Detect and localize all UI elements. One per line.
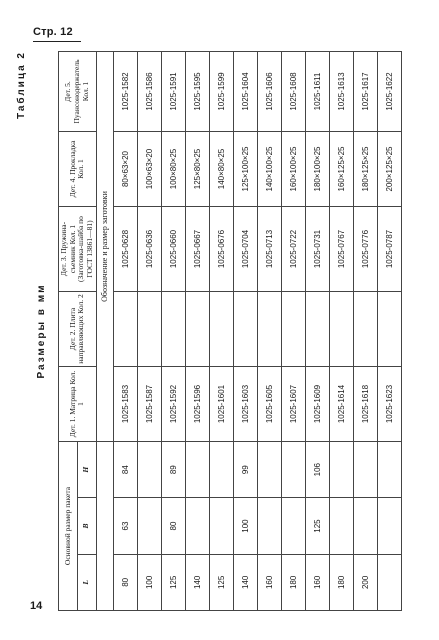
cell-det5: 1025-1611 bbox=[305, 52, 329, 132]
table-row bbox=[377, 52, 401, 611]
cell-det5: 1025-1582 bbox=[113, 52, 137, 132]
cell-det3: 1025-0628 bbox=[113, 207, 137, 292]
cell-b bbox=[329, 498, 353, 554]
cell-b: 100 bbox=[233, 498, 257, 554]
table-label: Таблица 2 bbox=[16, 51, 27, 120]
cell-det2 bbox=[305, 292, 329, 367]
cell-h bbox=[257, 442, 281, 498]
cell-det4: 140×80×25 bbox=[209, 132, 233, 207]
cell-b: 80 bbox=[161, 498, 185, 554]
cell-det2 bbox=[185, 292, 209, 367]
cell-det2 bbox=[233, 292, 257, 367]
table-row bbox=[233, 52, 257, 611]
cell-det5: 1025-1591 bbox=[161, 52, 185, 132]
cell-h bbox=[185, 442, 209, 498]
cell-l: 80 bbox=[113, 554, 137, 610]
col-det3: Дет. 3. Пружина-съемник Кол. 1 (Заготовка-шайба по ГОСТ 13861—81) bbox=[59, 207, 97, 292]
table-row bbox=[281, 52, 305, 611]
cell-det5: 1025-1613 bbox=[329, 52, 353, 132]
cell-h bbox=[329, 442, 353, 498]
cell-h bbox=[281, 442, 305, 498]
col-h: H bbox=[77, 442, 96, 498]
cell-b bbox=[377, 498, 401, 554]
cell-det3: 1025-0660 bbox=[161, 207, 185, 292]
table-title: Размеры в мм bbox=[36, 283, 47, 379]
cell-det5: 1025-1608 bbox=[281, 52, 305, 132]
cell-h: 89 bbox=[161, 442, 185, 498]
cell-det2 bbox=[257, 292, 281, 367]
table-row bbox=[209, 52, 233, 611]
cell-det1: 1025-1623 bbox=[377, 367, 401, 442]
cell-det1: 1025-1614 bbox=[329, 367, 353, 442]
cell-det3: 1025-0776 bbox=[353, 207, 377, 292]
cell-l: 160 bbox=[305, 554, 329, 610]
cell-h bbox=[209, 442, 233, 498]
cell-det3: 1025-0676 bbox=[209, 207, 233, 292]
cell-det3: 1025-0704 bbox=[233, 207, 257, 292]
cell-det4: 125×80×25 bbox=[185, 132, 209, 207]
cell-l: 140 bbox=[233, 554, 257, 610]
cell-det4: 160×100×25 bbox=[281, 132, 305, 207]
cell-det5: 1025-1599 bbox=[209, 52, 233, 132]
cell-b bbox=[137, 498, 161, 554]
cell-det2 bbox=[137, 292, 161, 367]
cell-det4: 80×63×20 bbox=[113, 132, 137, 207]
cell-b bbox=[185, 498, 209, 554]
page-header bbox=[33, 26, 73, 38]
cell-det1: 1025-1587 bbox=[137, 367, 161, 442]
cell-det1: 1025-1601 bbox=[209, 367, 233, 442]
cell-det4: 200×125×25 bbox=[377, 132, 401, 207]
cell-h bbox=[137, 442, 161, 498]
cell-det5: 1025-1586 bbox=[137, 52, 161, 132]
col-det4: Дет. 4. Прокладка Кол. 1 bbox=[59, 132, 97, 207]
table-row bbox=[257, 52, 281, 611]
cell-det1: 1025-1603 bbox=[233, 367, 257, 442]
cell-b bbox=[257, 498, 281, 554]
cell-det1: 1025-1618 bbox=[353, 367, 377, 442]
table-row bbox=[185, 52, 209, 611]
cell-det2 bbox=[281, 292, 305, 367]
cell-b: 63 bbox=[113, 498, 137, 554]
cell-det3: 1025-0667 bbox=[185, 207, 209, 292]
cell-h bbox=[353, 442, 377, 498]
cell-l: 180 bbox=[329, 554, 353, 610]
cell-det4: 140×100×25 bbox=[257, 132, 281, 207]
cell-det4: 180×100×25 bbox=[305, 132, 329, 207]
cell-det3: 1025-0713 bbox=[257, 207, 281, 292]
cell-det3: 1025-0731 bbox=[305, 207, 329, 292]
cell-det3: 1025-0722 bbox=[281, 207, 305, 292]
table-row bbox=[161, 52, 185, 611]
cell-det1: 1025-1605 bbox=[257, 367, 281, 442]
cell-det2 bbox=[329, 292, 353, 367]
cell-det4: 160×125×25 bbox=[329, 132, 353, 207]
cell-det4: 125×100×25 bbox=[233, 132, 257, 207]
cell-det5: 1025-1617 bbox=[353, 52, 377, 132]
subheader-blank bbox=[96, 442, 113, 611]
cell-l: 125 bbox=[209, 554, 233, 610]
col-det1: Дет. 1. Матрица Кол. 1 bbox=[59, 367, 97, 442]
rotated-table-area bbox=[14, 51, 434, 611]
col-det5: Дет. 5. Пуансонодержатель Кол. 1 bbox=[59, 52, 97, 132]
header-underline bbox=[33, 41, 81, 42]
dimensions-table bbox=[58, 51, 402, 611]
cell-l bbox=[377, 554, 401, 610]
cell-b bbox=[281, 498, 305, 554]
cell-det1: 1025-1607 bbox=[281, 367, 305, 442]
cell-det1: 1025-1592 bbox=[161, 367, 185, 442]
table-row bbox=[353, 52, 377, 611]
cell-h: 106 bbox=[305, 442, 329, 498]
cell-det4: 100×63×20 bbox=[137, 132, 161, 207]
cell-det1: 1025-1583 bbox=[113, 367, 137, 442]
page-number: 14 bbox=[30, 600, 43, 612]
table-row bbox=[137, 52, 161, 611]
cell-det4: 180×125×25 bbox=[353, 132, 377, 207]
cell-l: 140 bbox=[185, 554, 209, 610]
cell-det2 bbox=[209, 292, 233, 367]
cell-det2 bbox=[161, 292, 185, 367]
page-header-text: Стр. 12 bbox=[33, 26, 73, 38]
cell-det2 bbox=[377, 292, 401, 367]
subheader: Обозначение и размер заготовки bbox=[96, 52, 113, 442]
cell-det3: 1025-0636 bbox=[137, 207, 161, 292]
cell-det5: 1025-1595 bbox=[185, 52, 209, 132]
table-row bbox=[329, 52, 353, 611]
cell-l: 180 bbox=[281, 554, 305, 610]
cell-det5: 1025-1606 bbox=[257, 52, 281, 132]
col-l: L bbox=[77, 554, 96, 610]
cell-b: 125 bbox=[305, 498, 329, 554]
col-main-size: Основной размер пакета bbox=[59, 442, 78, 611]
cell-det3: 1025-0767 bbox=[329, 207, 353, 292]
cell-h: 99 bbox=[233, 442, 257, 498]
cell-l: 100 bbox=[137, 554, 161, 610]
cell-det5: 1025-1622 bbox=[377, 52, 401, 132]
cell-l: 160 bbox=[257, 554, 281, 610]
cell-h bbox=[377, 442, 401, 498]
table-body bbox=[113, 52, 401, 611]
cell-b bbox=[353, 498, 377, 554]
cell-det5: 1025-1604 bbox=[233, 52, 257, 132]
table-row bbox=[113, 52, 137, 611]
cell-det3: 1025-0787 bbox=[377, 207, 401, 292]
cell-det2 bbox=[353, 292, 377, 367]
cell-l: 125 bbox=[161, 554, 185, 610]
cell-h: 84 bbox=[113, 442, 137, 498]
cell-det4: 100×80×25 bbox=[161, 132, 185, 207]
cell-det1: 1025-1609 bbox=[305, 367, 329, 442]
cell-l: 200 bbox=[353, 554, 377, 610]
col-b: B bbox=[77, 498, 96, 554]
table-row bbox=[305, 52, 329, 611]
cell-det1: 1025-1596 bbox=[185, 367, 209, 442]
cell-b bbox=[209, 498, 233, 554]
cell-det2 bbox=[113, 292, 137, 367]
col-det2: Дет. 2. Плита направляющих Кол. 2 bbox=[59, 292, 97, 367]
